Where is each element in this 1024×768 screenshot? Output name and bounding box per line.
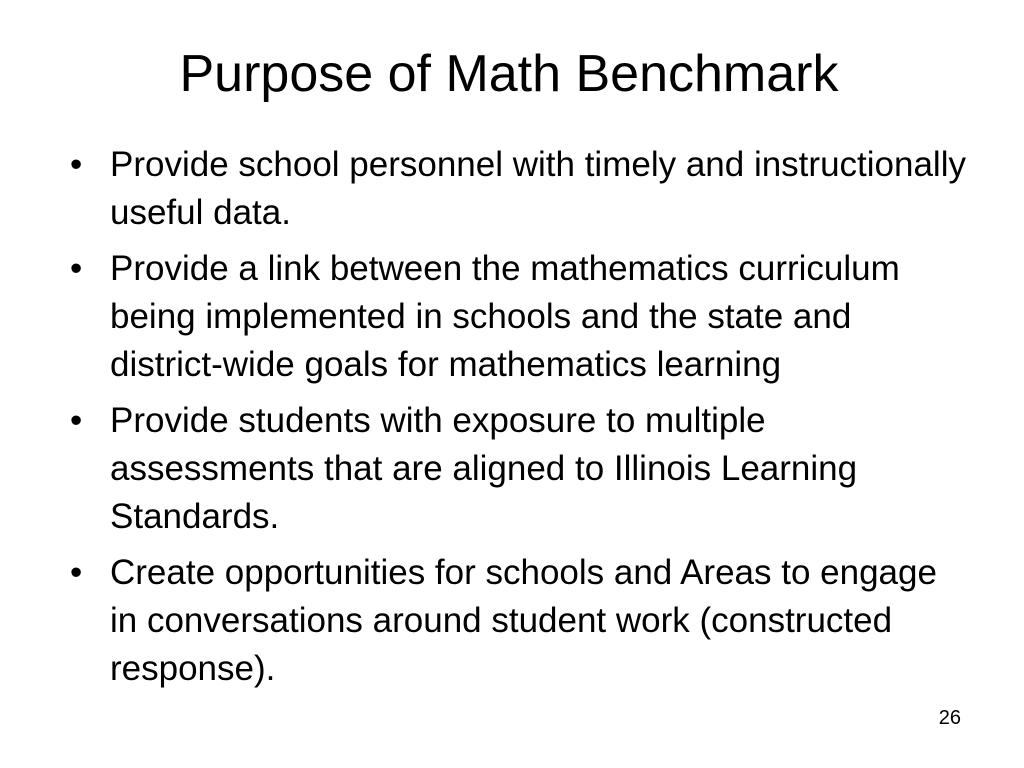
slide-title: Purpose of Math Benchmark bbox=[179, 45, 839, 103]
bullet-item bbox=[70, 549, 970, 693]
bullet-dot-icon: • bbox=[70, 401, 83, 440]
bullet-dot-icon: • bbox=[70, 249, 83, 288]
bullet-text: Provide school personnel with timely and instructionally useful data. bbox=[110, 145, 966, 232]
bullet-item bbox=[70, 397, 970, 541]
page-number: 26 bbox=[938, 707, 961, 729]
bullet-item bbox=[70, 245, 970, 389]
bullet-text: Provide a link between the mathematics curriculum being implemented in schools and the state and district-wide goals for mathematics learning bbox=[110, 249, 900, 384]
bullet-text: Provide students with exposure to multiple assessments that are aligned to Illinois Learning Standards. bbox=[110, 401, 858, 536]
bullet-dot-icon: • bbox=[70, 145, 83, 184]
bullet-dot-icon: • bbox=[70, 553, 83, 592]
bullet-list bbox=[70, 141, 970, 701]
bullet-item bbox=[70, 141, 970, 237]
bullet-text: Create opportunities for schools and Areas to engage in conversations around student work (constructed response). bbox=[110, 553, 937, 688]
